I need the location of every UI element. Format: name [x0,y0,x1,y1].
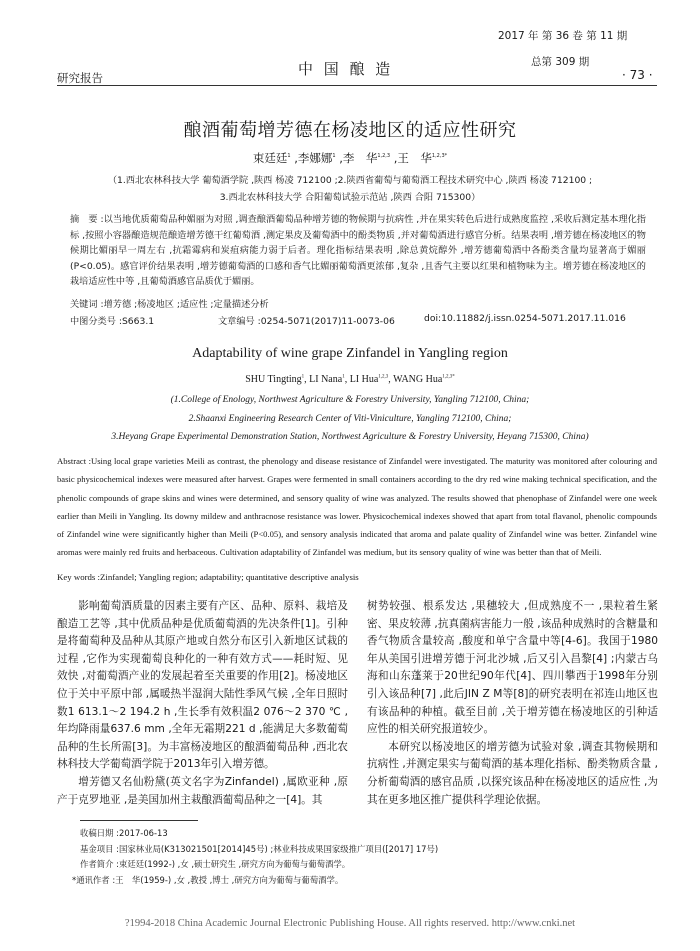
cn-keywords-label: 关键词 : [70,299,104,310]
footnote-rule [80,820,198,821]
cn-author: 王 华$^{1,2,3*}$ [397,151,448,165]
en-author: WANG Hua$^{1,2,3*}$ [393,374,455,385]
en-title: Adaptability of wine grape Zinfandel in Yangling region [192,346,508,361]
footnote-author-bio: 作者简介 :束廷廷(1992-) ,女 ,硕士研究生 ,研究方向为葡萄与葡萄酒学。 [80,859,351,869]
footnotes [72,826,658,888]
en-abstract-label: Abstract : [57,456,91,466]
cn-author: 李娜娜$^1$ [297,151,336,165]
header-rule [57,85,657,86]
body-paragraph: 树势较强、根系发达 ,果穗较大 ,但成熟度不一 ,果粒着生紧密、果皮较薄 ,抗真菌病害能力一般 ,该品种成熟时的含糖量和香气物质含量较高 ,酸度和单宁含量中等[4-6]。我国于1980年从美国引进增芳德于河北沙城 ,后又引入昌黎[4] ;内蒙古乌海和山东蓬莱于20世纪90年代[4]、四川攀西于1998年分别引入该品种[7] ,此后JIN Z M等[8]的研究表明在祁连山地区也有该品种的种植。截至目前 ,关于增芳德在杨凌地区的引种适应性的相关研究报道较少。 [367,600,658,736]
cn-abstract-label: 摘 要 : [70,214,104,225]
en-keywords-text: Zinfandel; Yangling region; adaptability; quantitative descriptive analysis [100,572,359,582]
cn-keywords [70,296,269,310]
footnote-received: 收稿日期 :2017-06-13 [80,828,168,838]
en-abstract-text: Using local grape varieties Meili as contrast, the phenology and disease resistance of Zinfandel were investigated. The maturity was monitored after colouring and basic physicochemical indexes were measured after harvest. Grapes were fermented in small containers according to the dry red wine making technical specification, and the phenolic compounds of grape skins and wines were determined, and sensory quality of wine was analyzed. The results showed that phenophase of Zinfandel were one week earlier than Meili in Yangling. Its downy mildew and anthracnose resistance was lower. Physicochemical indexes showed that apart from total flavanol, phenolic compounds of Zinfandel wine were significantly higher than Meili (P<0.05), and sensory analysis indicated that aroma and palate quality of Zinfandel wine was better. Zinfandel wine aromas were mainly red fruits and herbaceous. Cultivation adaptability of Zinfandel was medium, but its sensory quality of wine was better than that of Meili. [57,456,657,558]
en-author: LI Nana$^1$ [309,374,345,385]
cn-keywords-text: 增芳德 ;杨凌地区 ;适应性 ;定量描述分析 [103,299,269,310]
cn-doi: doi:10.11882/j.issn.0254-5071.2017.11.016 [424,313,626,324]
footnote-corresponding: *通讯作者 :王 华(1959-) ,女 ,教授 ,博士 ,研究方向为葡萄与葡萄酒学。 [72,874,344,885]
footnote-fund: 基金项目 :国家林业局(K313021501[2014]45号) ;林业科技成果国家级推广项目([2017] 17号) [80,843,439,854]
en-abstract [57,452,657,562]
issue-line-2: 总第 309 期 [531,56,590,68]
en-author: LI Hua$^{1,2,3}$ [349,374,389,385]
cn-author: 李 华$^{1,2,3}$ [342,151,391,165]
cn-author: 束廷廷$^1$ [252,151,291,165]
body-right-column [367,598,658,809]
cn-clc: 中图分类号 :S663.1 [70,316,155,327]
en-author: SHU Tingting$^1$ [245,374,305,385]
en-keywords-label: Key words : [57,572,101,582]
en-affiliation-1: (1.College of Enology, Northwest Agriculture & Forestry University, Yangling 712100, China; [170,395,530,405]
body-left-column [57,598,348,809]
cn-authors: 束廷廷$^1$ ,李娜娜$^1$ ,李 华$^{1,2,3}$ ,王 华$^{1,2,3*}$ [252,151,448,165]
page-number: · 73 · [622,68,653,82]
en-keywords [57,572,359,582]
cn-abstract [70,212,646,290]
en-affiliation-3: 3.Heyang Grape Experimental Demonstration Station, Northwest Agriculture & Forestry University, Heyang 715300, China) [111,432,589,442]
issue-line-1: 2017 年 第 36 卷 第 11 期 [498,30,628,42]
body-paragraph: 本研究以杨凌地区的增芳德为试验对象 ,调查其物候期和抗病性 ,并测定果实与葡萄酒的基本理化指标、酚类物质含量 ,分析葡萄酒的感官品质 ,以探究该品种在杨凌地区的适应性 ,为其在更多地区推广提供科学理论依据。 [367,740,658,806]
section-label: 研究报告 [57,71,103,85]
body-paragraph: 增芳德又名仙粉黛(英文名字为Zinfandel) ,属欧亚种 ,原产于克罗地亚 ,是美国加州主栽酿酒葡萄品种之一[4]。其 [57,775,348,806]
cn-affiliation-1: （1.西北农林科技大学 葡萄酒学院 ,陕西 杨凌 712100 ;2.陕西省葡萄与葡萄酒工程技术研究中心 ,陕西 杨凌 712100 ; [107,175,593,186]
cn-article-number: 文章编号 :0254-5071(2017)11-0073-06 [218,316,395,327]
cn-affiliation-2: 3.西北农林科技大学 合阳葡萄试验示范站 ,陕西 合阳 715300） [219,192,481,203]
en-affiliation-2: 2.Shaanxi Engineering Research Center of Viti-Viniculture, Yangling 712100, China; [188,414,512,424]
journal-title: 中 国 酿 造 [298,60,394,78]
copyright-line: ?1994-2018 China Academic Journal Electronic Publishing House. All rights reserved. http://www.cnki.net [124,918,576,929]
cn-title: 酿酒葡萄增芳德在杨凌地区的适应性研究 [183,120,517,141]
body-paragraph: 影响葡萄酒质量的因素主要有产区、品种、原料、栽培及酿造工艺等 ,其中优质品种是优质葡萄酒的先决条件[1]。引种是将葡萄种及品种从其原产地或自然分布区引入新地区试栽的过程 ,它作为实现葡萄良种化的一种有效方式——耗时短、见效快 ,对葡萄酒产业的发展起着至关重要的作用[2]。杨凌地区位于关中平原中部 ,属暖热半湿润大陆性季风气候 ,全年日照时数1 613.1～2 194.2 h ,生长季有效积温2 076～2 370 ℃ ,年均降雨量637.6 mm ,全年无霜期221 d ,能满足大多数葡萄品种的生长所需[3]。为丰富杨凌地区的酿酒葡萄品种 ,西北农林科技大学葡萄酒学院于2013年引入增芳德。 [57,600,348,771]
en-authors: SHU Tingting$^1$, LI Nana$^1$, LI Hua$^{1,2,3}$, WANG Hua$^{1,2,3*}$ [245,374,455,385]
cn-abstract-text: 以当地优质葡萄品种媚丽为对照 ,调查酿酒葡萄品种增芳德的物候期与抗病性 ,并在果实转色后进行成熟度监控 ,采收后测定基本理化指标 ,按照小容器酿造规范酿造增芳德干红葡萄酒 ,测定果皮及葡萄酒中的酚类物质 ,并对葡萄酒进行感官分析。结果表明 ,增芳德在杨凌地区的物候期比媚丽早一周左右 ,抗霜霉病和炭疽病能力弱于后者。理化指标结果表明 ,除总黄烷醇外 ,增芳德葡萄酒中各酚类含量均显著高于媚丽(P<0.05)。感官评价结果表明 ,增芳德葡萄酒的口感和香气比媚丽葡萄酒更浓郁 ,复杂 ,且香气主要以红果和植物味为主。增芳德在杨凌地区的栽培适应性中等 ,且葡萄酒感官品质优于媚丽。 [70,214,646,288]
